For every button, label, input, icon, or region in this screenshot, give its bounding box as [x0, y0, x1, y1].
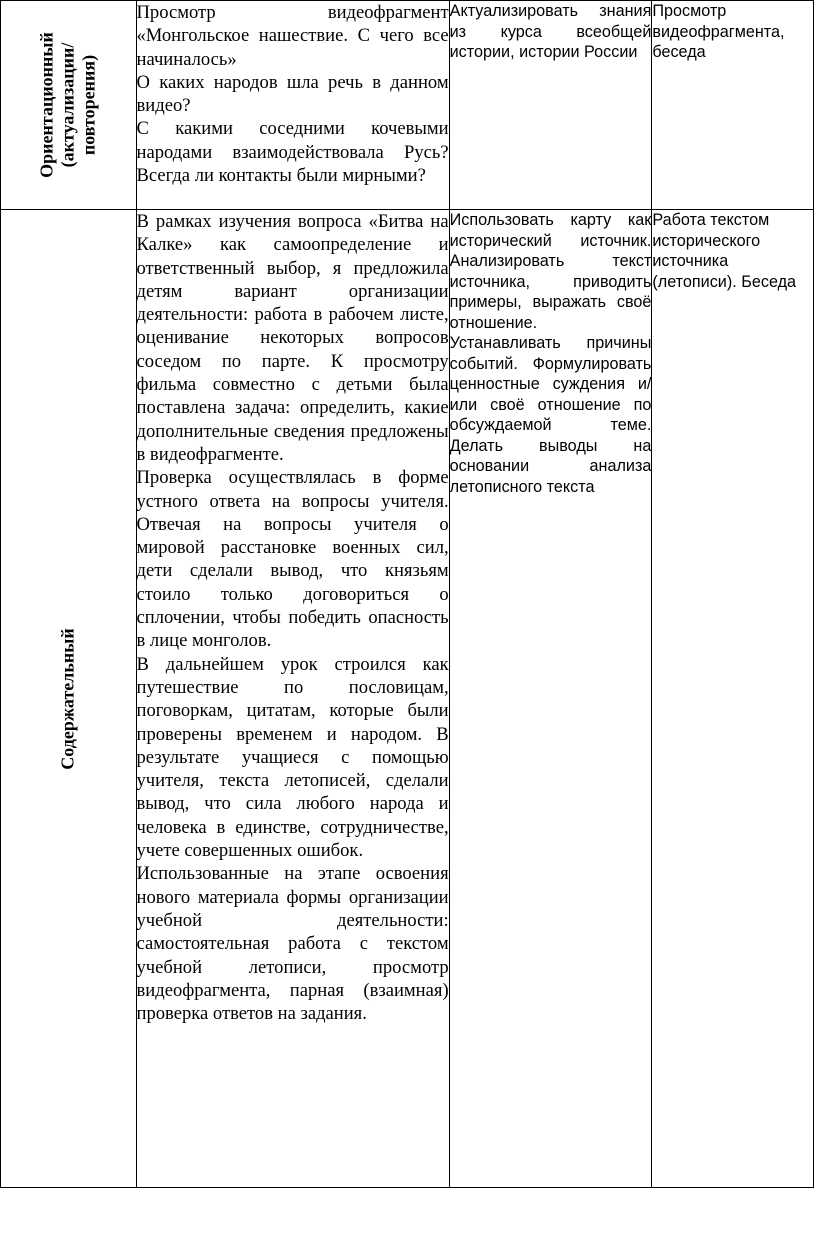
stage-label-line: Ориентационный — [36, 32, 57, 178]
forms-cell — [652, 1, 814, 210]
stage-label-line: Содержательный — [57, 627, 78, 770]
content-paragraph: О каких народов шла речь в данном видео? — [136, 71, 449, 117]
stage-label-line: (актуализации/ — [57, 42, 78, 168]
stage-label-line: повторения) — [78, 54, 99, 156]
stage-cell — [1, 210, 137, 1188]
skills-cell — [449, 1, 652, 210]
table-row-content — [1, 210, 814, 1188]
skills-cell — [449, 210, 652, 1188]
content-paragraph: Просмотр видеофрагмент «Монгольское нашествие. С чего все начиналось» — [136, 2, 449, 70]
forms-text: Работа текстом исторического источника (летописи). Беседа — [652, 211, 797, 291]
stage-label-content — [58, 628, 79, 769]
content-paragraph: В дальнейшем урок строился как путешествие по пословицам, поговоркам, цитатам, которые были проверены временем и народом. В результате учащиеся с помощью учителя, текста летописей, сделали вывод, что сила любого народа и человека в единстве, сотрудничестве, учете совершенных ошибок. — [136, 653, 449, 862]
skills-text: Использовать карту как исторический источник. Анализировать текст источника, приводить примеры, выражать своё отношение. Устанавливать причины событий. Формулировать ценностные суждения и/или своё отношение по обсуждаемой теме. Делать выводы на основании анализа летописного текста — [449, 211, 652, 496]
content-paragraph: Использованные на этапе освоения нового материала формы организации учебной деятельности: самостоятельная работа с текстом учебной летописи, просмотр видеофрагмента, парная (взаимная) проверка ответов на задания. — [136, 863, 449, 1025]
content-paragraph: В рамках изучения вопроса «Битва на Калке» как самоопределение и ответственный выбор, я предложила детям вариант организации деятельности: работа в рабочем листе, оценивание некоторых вопросов соседом по парте. К просмотру фильма совместно с детьми была поставлена задача: определить, какие дополнительные сведения предложены в видеофрагменте. — [136, 211, 449, 465]
content-paragraph: С какими соседними кочевыми народами взаимодействовала Русь? Всегда ли контакты были мирными? — [136, 118, 449, 187]
content-cell — [136, 210, 449, 1188]
table-row-orientation — [1, 1, 814, 210]
content-paragraph: Проверка осуществлялась в форме устного ответа на вопросы учителя. Отвечая на вопросы учителя о мировой расстановке военных сил, дети сделали вывод, что князьям стоило только договориться о сплочении, чтобы победить опасность в лице монголов. — [136, 467, 449, 652]
skills-text: Актуализировать знания из курса всеобщей истории, истории России — [449, 2, 652, 61]
content-cell — [136, 1, 449, 210]
stage-label-orientation — [37, 32, 100, 178]
forms-text: Просмотр видеофрагмента, беседа — [652, 2, 785, 61]
stage-cell — [1, 1, 137, 210]
forms-cell — [652, 210, 814, 1188]
